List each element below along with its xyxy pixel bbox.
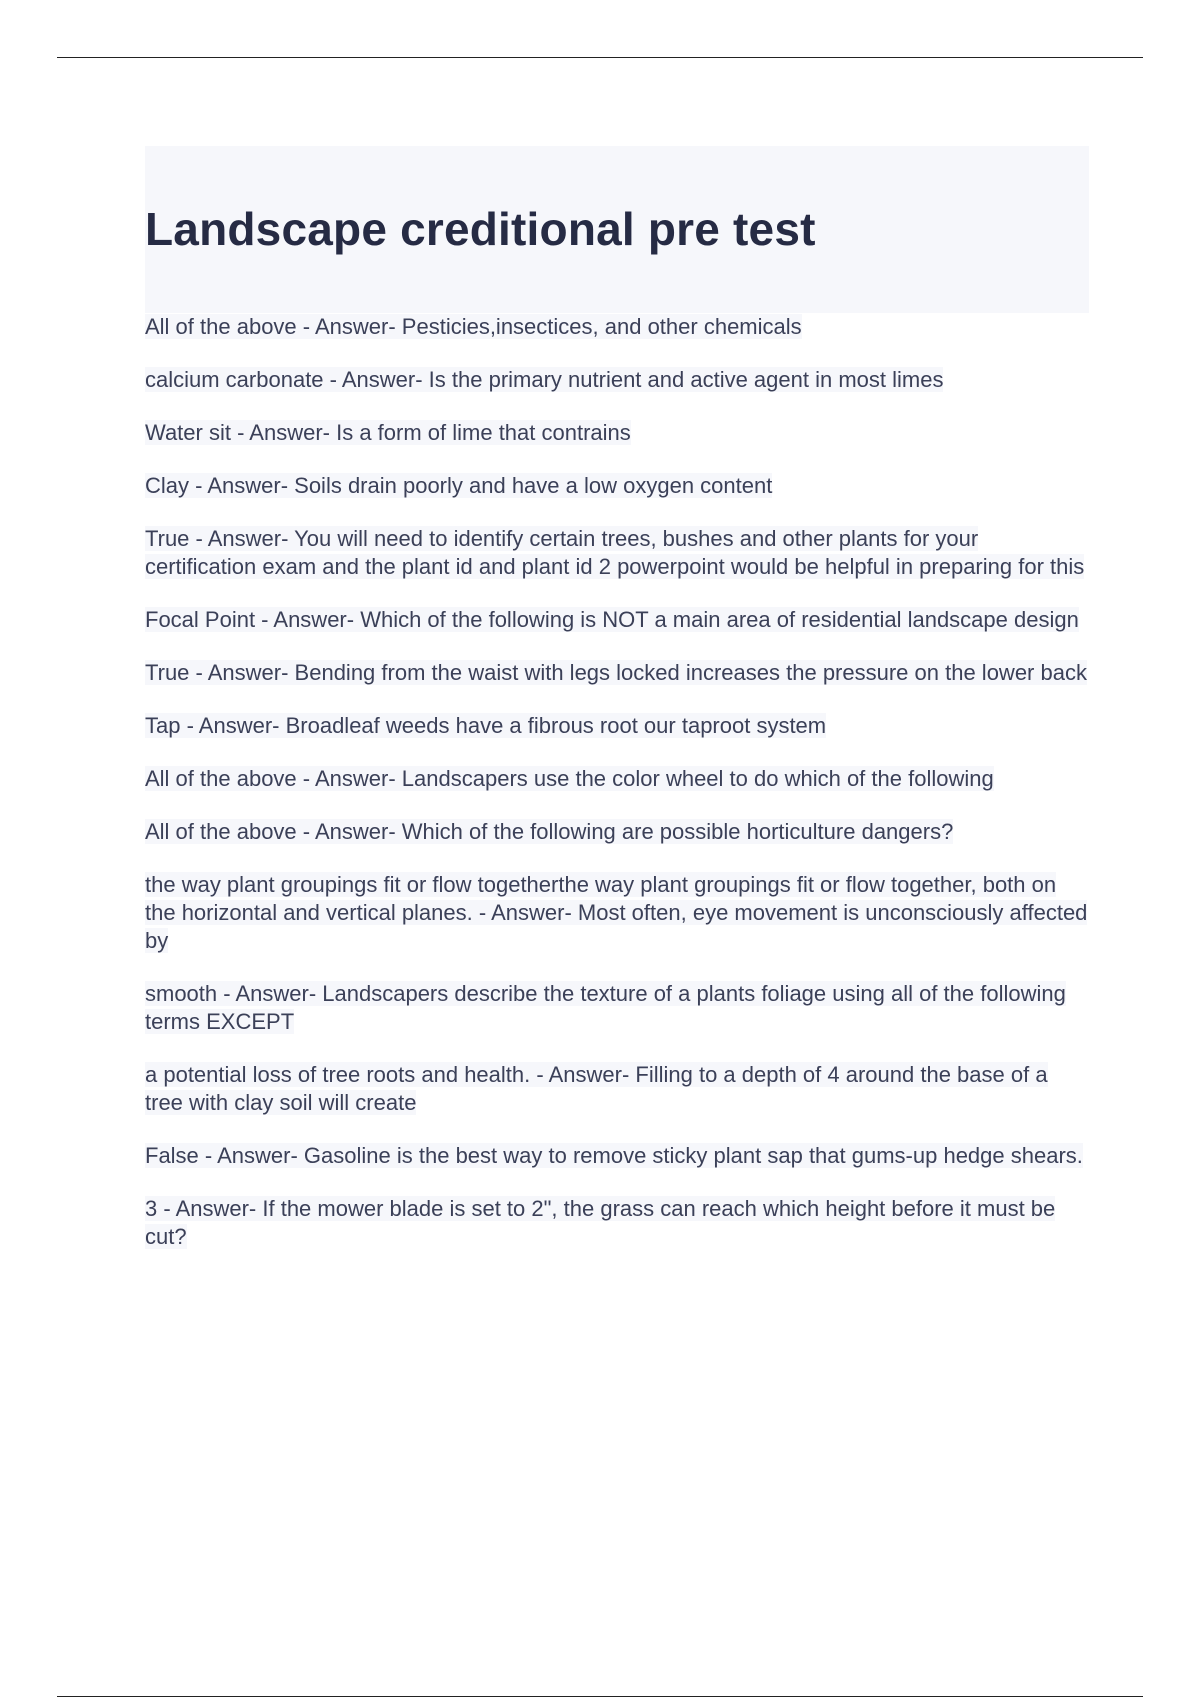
- list-item: [145, 525, 1089, 581]
- qa-text: calcium carbonate - Answer- Is the primary nutrient and active agent in most limes: [145, 367, 944, 392]
- bottom-divider: [57, 1696, 1143, 1697]
- list-item: [145, 606, 1089, 634]
- list-item: [145, 419, 1089, 447]
- list-item: [145, 313, 1089, 341]
- list-item: [145, 659, 1089, 687]
- list-item: [145, 765, 1089, 793]
- qa-text: Tap - Answer- Broadleaf weeds have a fibrous root our taproot system: [145, 713, 827, 738]
- qa-text: Focal Point - Answer- Which of the following is NOT a main area of residential landscape design: [145, 607, 1079, 632]
- list-item: [145, 980, 1089, 1036]
- qa-text: smooth - Answer- Landscapers describe the texture of a plants foliage using all of the following terms EXCEPT: [145, 981, 1066, 1034]
- list-item: [145, 1142, 1089, 1170]
- qa-text: a potential loss of tree roots and health. - Answer- Filling to a depth of 4 around the base of a tree with clay soil will create: [145, 1062, 1048, 1115]
- qa-text: 3 - Answer- If the mower blade is set to 2", the grass can reach which height before it must be cut?: [145, 1196, 1056, 1249]
- list-item: [145, 871, 1089, 955]
- list-item: [145, 366, 1089, 394]
- list-item: [145, 1061, 1089, 1117]
- qa-text: All of the above - Answer- Pesticies,insectices, and other chemicals: [145, 314, 802, 339]
- list-item: [145, 818, 1089, 846]
- list-item: [145, 472, 1089, 500]
- top-divider: [57, 57, 1143, 58]
- qa-text: True - Answer- Bending from the waist with legs locked increases the pressure on the lower back: [145, 660, 1087, 685]
- qa-text: Water sit - Answer- Is a form of lime that contrains: [145, 420, 631, 445]
- qa-text: Clay - Answer- Soils drain poorly and have a low oxygen content: [145, 473, 773, 498]
- qa-text: the way plant groupings fit or flow togetherthe way plant groupings fit or flow together, both on the horizontal and vertical planes. - Answer- Most often, eye movement is unconsciously affected by: [145, 872, 1088, 953]
- qa-text: True - Answer- You will need to identify certain trees, bushes and other plants for your certification exam and the plant id and plant id 2 powerpoint would be helpful in preparing for this: [145, 526, 1085, 579]
- qa-text: All of the above - Answer- Which of the following are possible horticulture dangers?: [145, 819, 954, 844]
- list-item: [145, 712, 1089, 740]
- title-banner: [145, 146, 1089, 313]
- qa-list: [145, 313, 1089, 1276]
- page-title: Landscape creditional pre test: [145, 203, 816, 255]
- qa-text: All of the above - Answer- Landscapers use the color wheel to do which of the following: [145, 766, 994, 791]
- qa-text: False - Answer- Gasoline is the best way to remove sticky plant sap that gums-up hedge shears.: [145, 1143, 1083, 1168]
- list-item: [145, 1195, 1089, 1251]
